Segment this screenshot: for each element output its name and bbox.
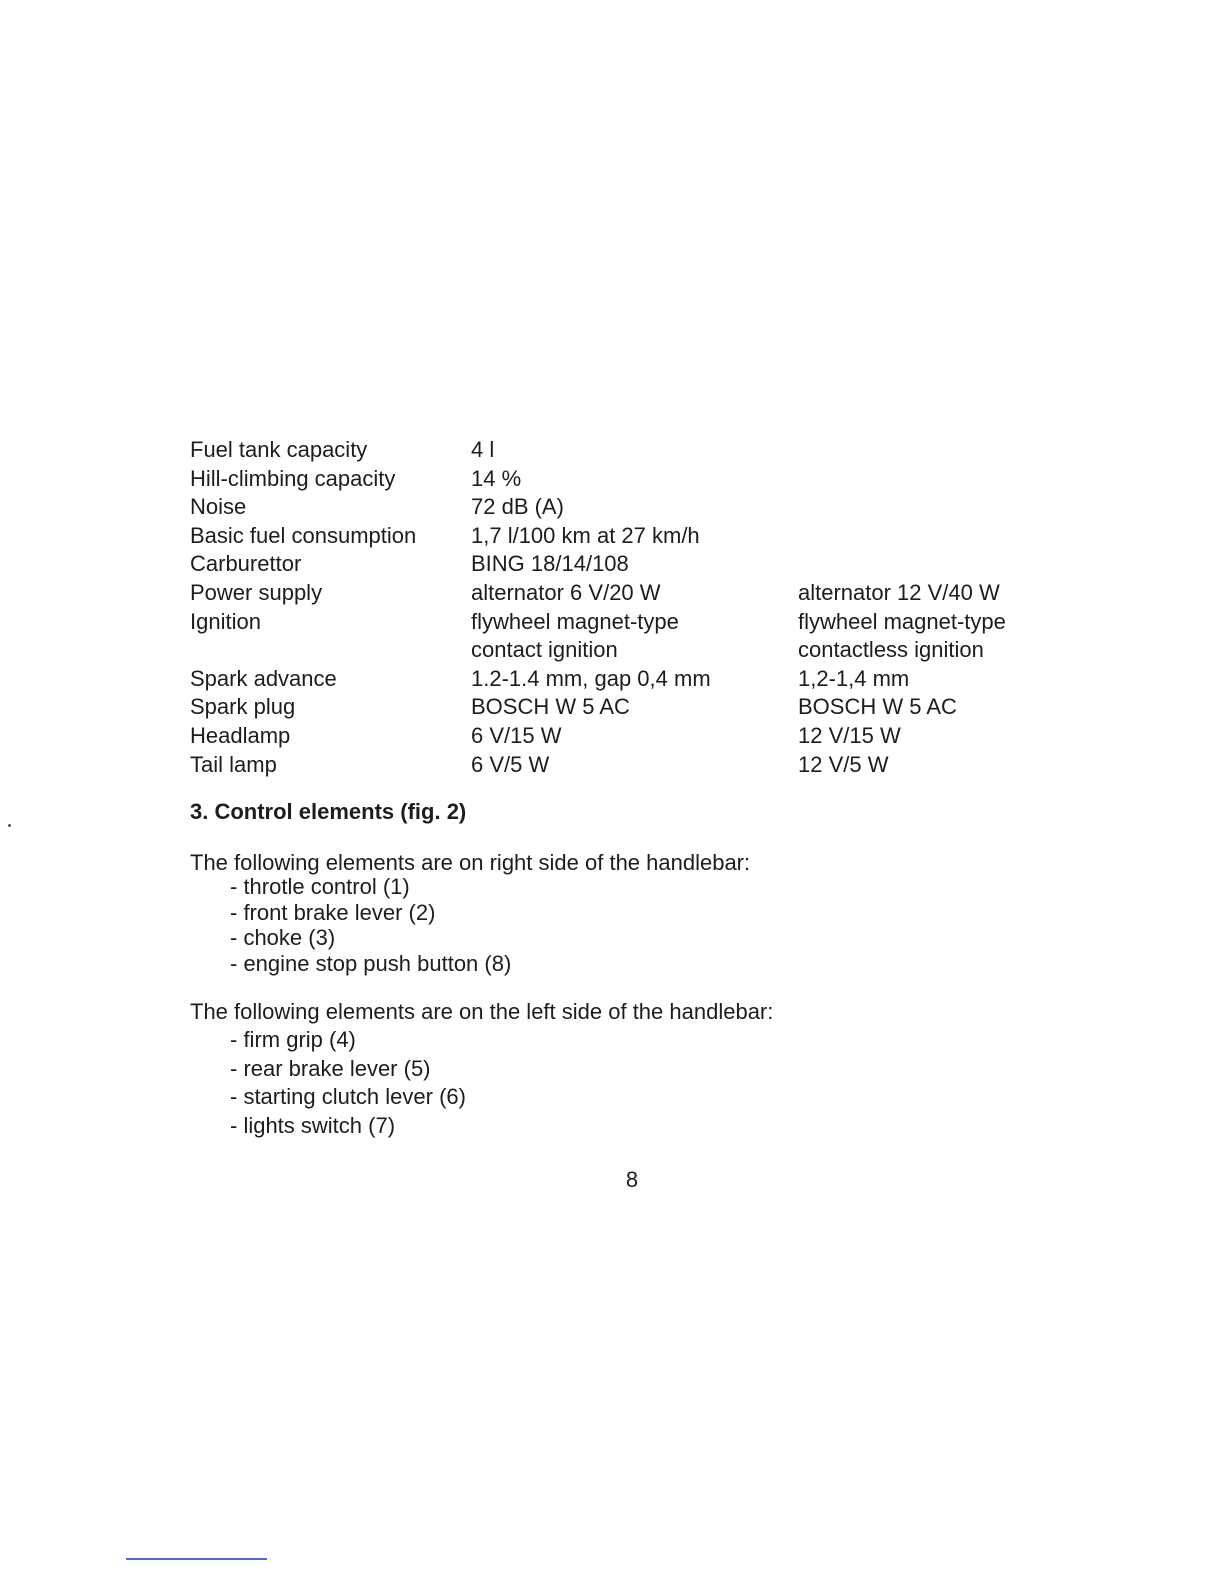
spec-value-12v [798, 665, 909, 694]
right-handlebar-intro: The following elements are on right side of the handlebar: [190, 850, 751, 875]
section-heading: 3. Control elements (fig. 2) [190, 799, 467, 824]
spec-value-6v [471, 608, 679, 665]
spec-label: Headlamp [190, 722, 291, 748]
spec-value-6v [471, 522, 700, 551]
technical-specs-table [190, 436, 1050, 779]
spec-value-line: 12 V/15 W [798, 722, 901, 748]
spec-label: Carburettor [190, 551, 302, 577]
scan-speck [8, 824, 11, 827]
spec-value-6v [471, 693, 630, 722]
footer-rule [126, 1558, 267, 1560]
spec-value-12v [798, 693, 957, 722]
spec-row-noise [190, 493, 1050, 522]
spec-label: Hill-climbing capacity [190, 465, 396, 491]
list-item: - rear brake lever (5) [230, 1055, 431, 1081]
left-handlebar-intro: The following elements are on the left side of the handlebar: [190, 999, 774, 1024]
spec-row-ignition [190, 608, 1050, 665]
spec-value-line: alternator 6 V/20 W [471, 579, 661, 605]
spec-value-line: BOSCH W 5 AC [471, 694, 630, 720]
spec-row-hill-climbing [190, 465, 1050, 494]
spec-row-headlamp [190, 722, 1050, 751]
left-handlebar-list [230, 1026, 466, 1141]
spec-value-6v [471, 751, 549, 780]
spec-label: Noise [190, 494, 247, 520]
spec-row-carburettor [190, 550, 1050, 579]
spec-value-12v [798, 722, 901, 751]
spec-value-6v [471, 665, 711, 694]
spec-value-line: contactless ignition [798, 637, 984, 663]
spec-value-line: 1,7 l/100 km at 27 km/h [471, 522, 700, 548]
spec-label: Spark plug [190, 694, 296, 720]
spec-row-spark-plug [190, 693, 1050, 722]
spec-value-line: 4 l [471, 437, 495, 462]
spec-label: Power supply [190, 579, 323, 605]
spec-row-tail-lamp [190, 751, 1050, 780]
spec-label: Basic fuel consumption [190, 522, 417, 548]
spec-value-line: alternator 12 V/40 W [798, 579, 1000, 605]
spec-value-line: 1.2-1.4 mm, gap 0,4 mm [471, 665, 711, 691]
list-item: - choke (3) [230, 925, 336, 950]
spec-value-line: 1,2-1,4 mm [798, 665, 910, 691]
spec-value-6v [471, 550, 629, 579]
spec-label: Tail lamp [190, 751, 277, 777]
spec-value-line: BOSCH W 5 AC [798, 694, 957, 720]
spec-value-6v [471, 465, 521, 494]
list-item: - engine stop push button (8) [230, 950, 512, 976]
spec-value-line: 14 % [471, 465, 522, 491]
spec-label: Spark advance [190, 665, 337, 691]
spec-row-fuel-consumption [190, 522, 1050, 551]
right-handlebar-list [230, 874, 511, 976]
spec-value-line: 12 V/5 W [798, 751, 889, 777]
spec-label: Ignition [190, 608, 261, 634]
spec-value-6v [471, 579, 661, 608]
spec-value-6v [471, 493, 564, 522]
spec-row-fuel-tank [190, 436, 1050, 465]
spec-value-line: flywheel magnet-type [798, 608, 1006, 634]
list-item: - throtle control (1) [230, 874, 410, 899]
spec-value-12v [798, 608, 1006, 665]
list-item: - firm grip (4) [230, 1027, 356, 1052]
spec-value-12v [798, 579, 1000, 608]
page-number: 8 [625, 1167, 639, 1192]
spec-value-6v [471, 722, 561, 751]
spec-value-6v [471, 436, 494, 465]
spec-label: Fuel tank capacity [190, 437, 368, 462]
spec-value-line: 6 V/5 W [471, 751, 550, 777]
spec-value-line: contact ignition [471, 637, 618, 663]
spec-value-line: BING 18/14/108 [471, 551, 629, 577]
list-item: - front brake lever (2) [230, 899, 436, 925]
spec-value-line: 72 dB (A) [471, 494, 564, 520]
spec-row-spark-advance [190, 665, 1050, 694]
spec-value-line: flywheel magnet-type [471, 608, 679, 634]
list-item: - starting clutch lever (6) [230, 1084, 466, 1110]
spec-value-line: 6 V/15 W [471, 722, 562, 748]
spec-value-12v [798, 751, 888, 780]
list-item: - lights switch (7) [230, 1113, 396, 1139]
spec-row-power-supply [190, 579, 1050, 608]
